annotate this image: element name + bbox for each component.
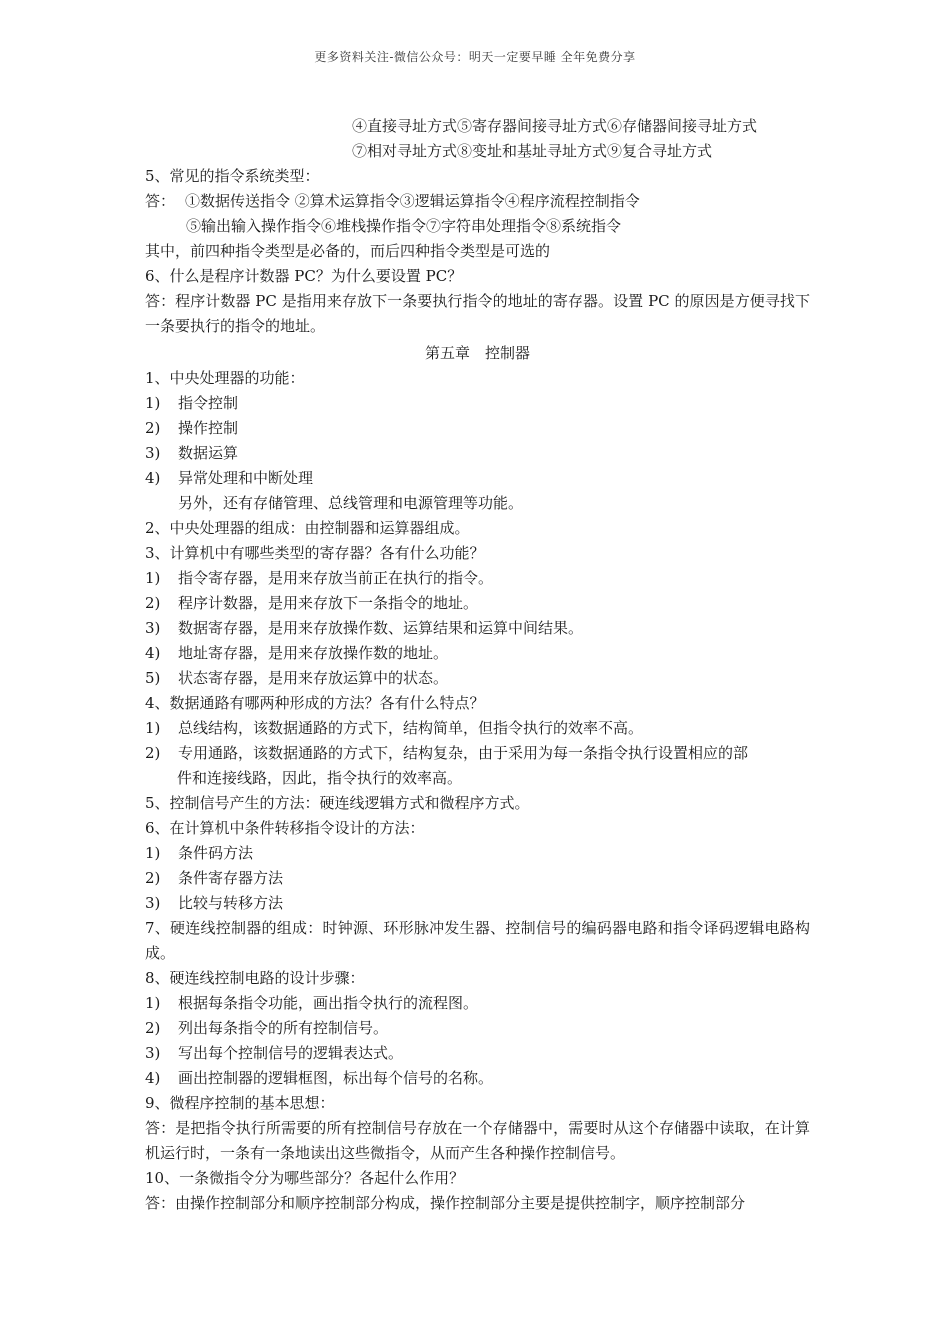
- item-text: 比较与转移方法: [178, 894, 284, 912]
- item-number: 2): [145, 1019, 161, 1037]
- list-item: [145, 891, 810, 916]
- answer-9-microprogram: 答：是把指令执行所需要的所有控制信号存放在一个存储器中，需要时从这个存储器中读取，在计算机运行时，一条有一条地读出这些微指令，从而产生各种操作控制信号。: [145, 1119, 810, 1162]
- cpu-functions-extra: 另外，还有存储管理、总线管理和电源管理等功能。: [178, 494, 524, 512]
- item-text: 数据寄存器，是用来存放操作数、运算结果和运算中间结果。: [178, 619, 584, 637]
- page-header: 更多资料关注-微信公众号：明天一定要早睡 全年免费分享: [314, 50, 636, 64]
- question-6-pc: 6、什么是程序计数器 PC？为什么要设置 PC？: [145, 267, 463, 285]
- question-1-cpu-functions: 1、中央处理器的功能：: [145, 369, 305, 387]
- answer-10-microinstruction: 答：由操作控制部分和顺序控制部分构成，操作控制部分主要是提供控制字，顺序控制部分: [145, 1194, 746, 1212]
- question-5-control-signal: 5、控制信号产生的方法：硬连线逻辑方式和微程序方式。: [145, 794, 530, 812]
- answer-5-line-2: ⑤输出输入操作指令⑥堆栈操作指令⑦字符串处理指令⑧系统指令: [186, 217, 622, 235]
- list-item: [145, 1066, 810, 1091]
- answer-6-pc: 答：程序计数器 PC 是指用来存放下一条要执行指令的地址的寄存器。设置 PC 的原因是方便寻找下一条要执行的指令的地址。: [145, 292, 810, 335]
- list-item: [145, 741, 810, 766]
- item-number: 3): [145, 444, 161, 462]
- addressing-modes-line-2: ⑦相对寻址方式⑧变址和基址寻址方式⑨复合寻址方式: [352, 142, 713, 160]
- list-item: [145, 1041, 810, 1066]
- item-number: 2): [145, 869, 161, 887]
- question-10-microinstruction: 10、一条微指令分为哪些部分？各起什么作用？: [145, 1169, 465, 1187]
- item-text: 列出每条指令的所有控制信号。: [178, 1019, 389, 1037]
- item-text: 画出控制器的逻辑框图，标出每个信号的名称。: [178, 1069, 494, 1087]
- question-6-conditional-branch: 6、在计算机中条件转移指令设计的方法：: [145, 819, 425, 837]
- question-5-instruction-types: 5、常见的指令系统类型：: [145, 167, 320, 185]
- question-8-hardwired-steps: 8、硬连线控制电路的设计步骤：: [145, 969, 365, 987]
- addressing-modes-line-1: ④直接寻址方式⑤寄存器间接寻址方式⑥存储器间接寻址方式: [352, 117, 758, 135]
- item-text: 异常处理和中断处理: [178, 469, 314, 487]
- item-number: 5): [145, 669, 161, 687]
- list-item: [145, 591, 810, 616]
- item-text: 数据运算: [178, 444, 239, 462]
- question-2-cpu-composition: 2、中央处理器的组成：由控制器和运算器组成。: [145, 519, 470, 537]
- item-number: 3): [145, 1044, 161, 1062]
- item-text: 操作控制: [178, 419, 239, 437]
- list-item: [145, 1016, 810, 1041]
- item-number: 3): [145, 619, 161, 637]
- item-text: 指令控制: [178, 394, 239, 412]
- question-9-microprogram: 9、微程序控制的基本思想：: [145, 1094, 335, 1112]
- item-text: 总线结构，该数据通路的方式下，结构简单，但指令执行的效率不高。: [178, 719, 644, 737]
- item-number: 1): [145, 994, 161, 1012]
- list-item: [145, 466, 810, 491]
- question-4-data-path: 4、数据通路有哪两种形成的方法？各有什么特点？: [145, 694, 485, 712]
- item-number: 3): [145, 894, 161, 912]
- item-text: 根据每条指令功能，画出指令执行的流程图。: [178, 994, 479, 1012]
- item-number: 1): [145, 719, 161, 737]
- list-item: [145, 991, 810, 1016]
- answer-text: ①数据传送指令 ②算术运算指令③逻辑运算指令④程序流程控制指令: [185, 192, 640, 210]
- item-number: 2): [145, 594, 161, 612]
- item-number: 1): [145, 569, 161, 587]
- item-text: 条件码方法: [178, 844, 254, 862]
- list-item: [145, 566, 810, 591]
- item-text: 程序计数器，是用来存放下一条指令的地址。: [178, 594, 479, 612]
- item-number: 4): [145, 469, 161, 487]
- item-text: 状态寄存器，是用来存放运算中的状态。: [178, 669, 449, 687]
- answer-5-line-1: [145, 189, 810, 214]
- question-7-hardwired-composition: 7、硬连线控制器的组成：时钟源、环形脉冲发生器、控制信号的编码器电路和指令译码逻辑电路构成。: [145, 919, 810, 962]
- item-number: 2): [145, 744, 161, 762]
- list-item: [145, 716, 810, 741]
- list-item: [145, 666, 810, 691]
- list-item: [145, 416, 810, 441]
- item-number: 4): [145, 644, 161, 662]
- list-item: [145, 391, 810, 416]
- list-item: [145, 841, 810, 866]
- item-number: 1): [145, 394, 161, 412]
- item-text: 条件寄存器方法: [178, 869, 284, 887]
- item-text: 指令寄存器，是用来存放当前正在执行的指令。: [178, 569, 494, 587]
- answer-label: 答：: [145, 192, 176, 210]
- question-3-registers: 3、计算机中有哪些类型的寄存器？各有什么功能？: [145, 544, 485, 562]
- item-number: 4): [145, 1069, 161, 1087]
- item-text: 专用通路，该数据通路的方式下，结构复杂，由于采用为每一条指令执行设置相应的部: [178, 744, 749, 762]
- item-text: 地址寄存器，是用来存放操作数的地址。: [178, 644, 449, 662]
- item-number: 1): [145, 844, 161, 862]
- list-item-continuation: 件和连接线路，因此，指令执行的效率高。: [177, 769, 463, 787]
- list-item: [145, 641, 810, 666]
- item-number: 2): [145, 419, 161, 437]
- document-body: [145, 114, 810, 1216]
- chapter-title: 第五章 控制器: [424, 344, 530, 362]
- item-text: 写出每个控制信号的逻辑表达式。: [178, 1044, 404, 1062]
- list-item: [145, 616, 810, 641]
- list-item: [145, 441, 810, 466]
- list-item: [145, 866, 810, 891]
- answer-5-note: 其中，前四种指令类型是必备的，而后四种指令类型是可选的: [145, 242, 551, 260]
